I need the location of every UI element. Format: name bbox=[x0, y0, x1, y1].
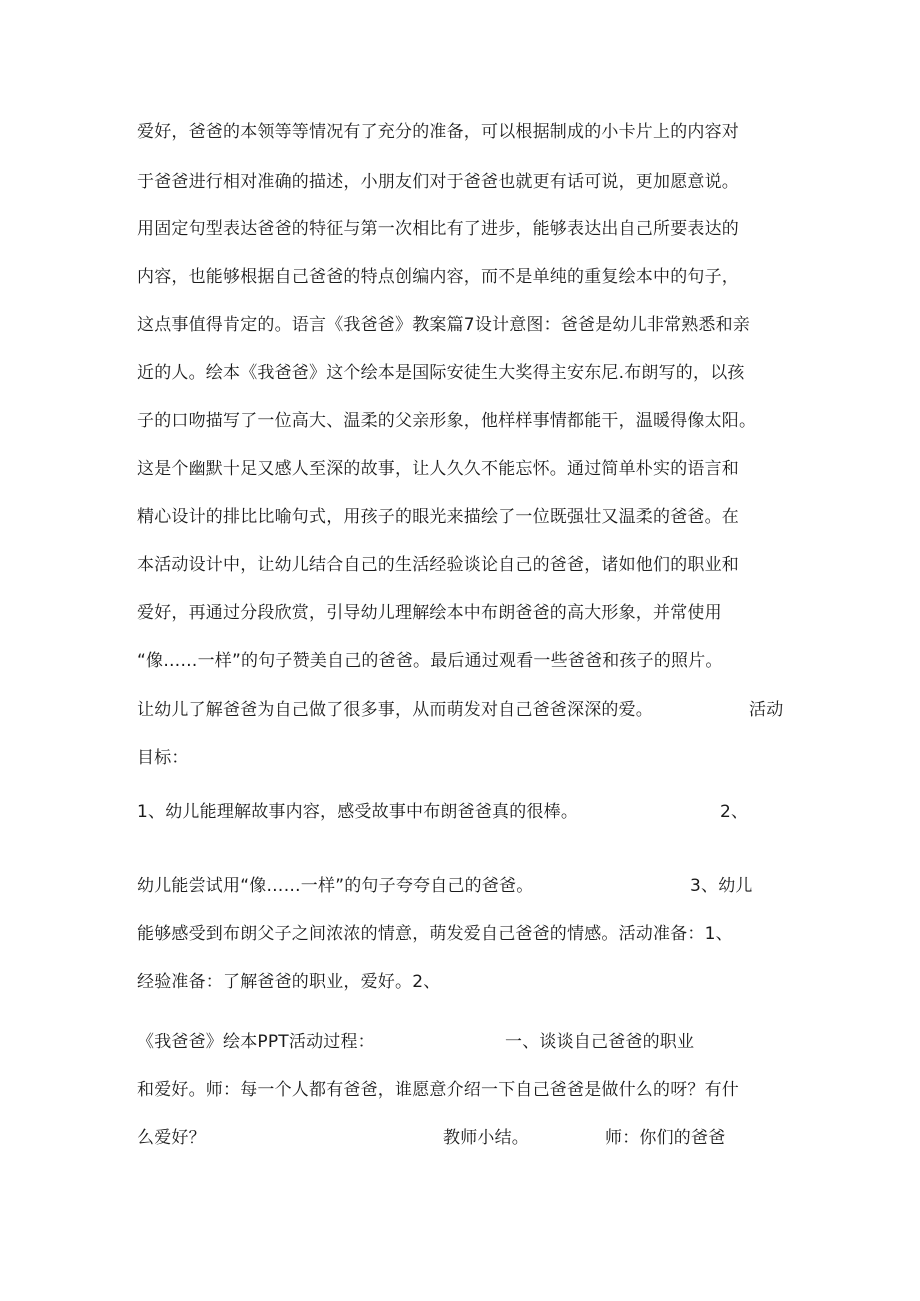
text-line-15-main: 1、幼儿能理解故事内容，感受故事中布朗爸爸真的很棒。 bbox=[137, 802, 579, 822]
text-line-18: 经验准备：了解爸爸的职业，爱好。2、 bbox=[137, 972, 441, 992]
text-line-21-main: 么爱好？ bbox=[137, 1128, 206, 1148]
text-line-12: “像……一样”的句子赞美自己的爸爸。最后通过观看一些爸爸和孩子的照片。 bbox=[137, 651, 723, 671]
text-line-14: 目标： bbox=[137, 748, 189, 768]
text-line-8: 这是个幽默十足又感人至深的故事，让人久久不能忘怀。通过简单朴实的语言和 bbox=[137, 459, 739, 479]
text-line-4: 内容，也能够根据自己爸爸的特点创编内容，而不是单纯的重复绘本中的句子， bbox=[137, 267, 739, 287]
text-line-21-tail: 师：你们的爸爸 bbox=[605, 1128, 726, 1148]
text-line-5: 这点事值得肯定的。语言《我爸爸》教案篇7设计意图：爸爸是幼儿非常熟悉和亲 bbox=[137, 315, 751, 335]
text-line-6: 近的人。绘本《我爸爸》这个绘本是国际安徒生大奖得主安东尼.布朗写的，以孩 bbox=[137, 363, 745, 383]
text-line-17: 能够感受到布朗父子之间浓浓的情意，萌发爱自己爸爸的情感。活动准备：1、 bbox=[137, 924, 733, 944]
text-line-19-main: 《我爸爸》绘本PPT活动过程： bbox=[137, 1032, 375, 1052]
text-line-13-main: 让幼儿了解爸爸为自己做了很多事，从而萌发对自己爸爸深深的爱。 bbox=[137, 700, 653, 720]
text-line-13-tail: 活动 bbox=[749, 700, 784, 720]
text-line-16-main: 幼儿能尝试用“像……一样”的句子夸夸自己的爸爸。 bbox=[137, 876, 534, 896]
text-line-1: 爱好，爸爸的本领等等情况有了充分的准备，可以根据制成的小卡片上的内容对 bbox=[137, 122, 739, 142]
text-line-11: 爱好，再通过分段欣赏，引导幼儿理解绘本中布朗爸爸的高大形象，并常使用 bbox=[137, 603, 722, 623]
text-line-16-tail: 3、幼儿 bbox=[690, 876, 753, 896]
text-line-3: 用固定句型表达爸爸的特征与第一次相比有了进步，能够表达出自己所要表达的 bbox=[137, 219, 739, 239]
text-line-15-tail: 2、 bbox=[720, 802, 749, 822]
text-line-10: 本活动设计中，让幼儿结合自己的生活经验谈论自己的爸爸，诸如他们的职业和 bbox=[137, 555, 739, 575]
text-line-7: 子的口吻描写了一位高大、温柔的父亲形象，他样样事情都能干，温暖得像太阳。 bbox=[137, 411, 757, 431]
text-line-19-tail: 一、谈谈自己爸爸的职业 bbox=[505, 1032, 695, 1052]
text-line-21-middle: 教师小结。 bbox=[443, 1128, 529, 1148]
text-line-9: 精心设计的排比比喻句式，用孩子的眼光来描绘了一位既强壮又温柔的爸爸。在 bbox=[137, 507, 739, 527]
text-line-2: 于爸爸进行相对准确的描述，小朋友们对于爸爸也就更有话可说，更加愿意说。 bbox=[137, 172, 739, 192]
text-line-20: 和爱好。师：每一个人都有爸爸，谁愿意介绍一下自己爸爸是做什么的呀？有什 bbox=[137, 1080, 739, 1100]
